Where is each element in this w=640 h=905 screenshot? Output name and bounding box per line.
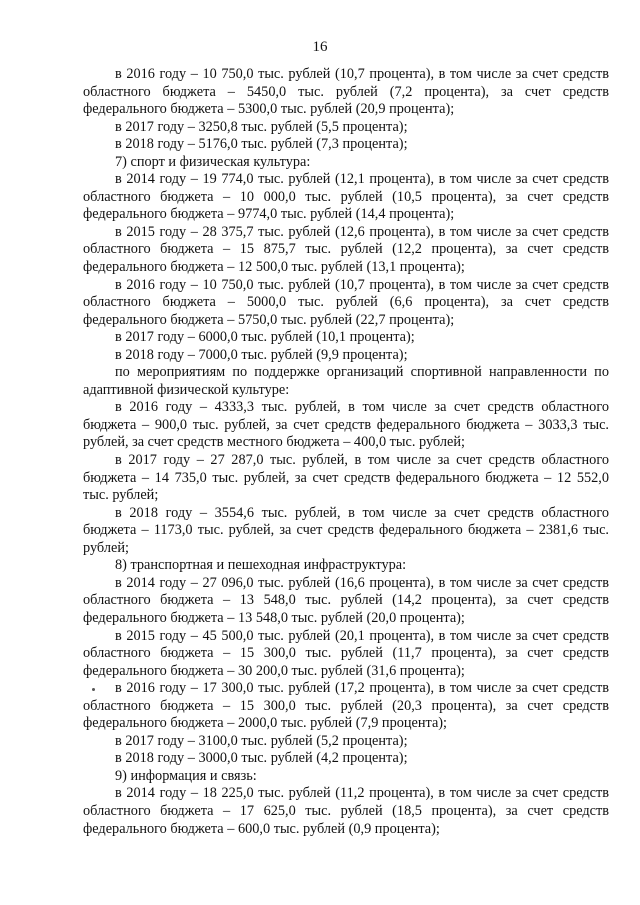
paragraph: в 2015 году – 28 375,7 тыс. рублей (12,6 процента), в том числе за счет средств областного бюджета – 15 875,7 тыс. рублей (12,2 процента), за счет средств федерального бюджета – 12 500,0 тыс. рублей (13,1 процента); (83, 223, 609, 276)
section-heading: 8) транспортная и пешеходная инфраструктура: (115, 557, 407, 574)
paragraph: в 2017 году – 3250,8 тыс. рублей (5,5 процента); (115, 118, 408, 135)
page-number: 16 (312, 39, 328, 55)
paragraph: в 2014 году – 27 096,0 тыс. рублей (16,6 процента), в том числе за счет средств областного бюджета – 13 548,0 тыс. рублей (14,2 процента), за счет средств федерального бюджета – 13 548,0 тыс. рублей (20,0 процента); (83, 574, 609, 626)
paragraph: в 2016 году – 10 750,0 тыс. рублей (10,7 процента), в том числе за счет средств областного бюджета – 5450,0 тыс. рублей (7,2 процента), за счет средств федерального бюджета – 5300,0 тыс. рублей (20,9 процента); (83, 66, 609, 118)
paragraph: в 2018 году – 5176,0 тыс. рублей (7,3 процента); (115, 136, 408, 153)
paragraph: в 2018 году – 3000,0 тыс. рублей (4,2 процента); (115, 750, 408, 767)
section-heading: 9) информация и связь: (115, 767, 257, 784)
document-body (83, 66, 609, 838)
paragraph: в 2015 году – 45 500,0 тыс. рублей (20,1 процента), в том числе за счет средств областного бюджета – 15 300,0 тыс. рублей (11,7 процента), за счет средств федерального бюджета – 30 200,0 тыс. рублей (31,6 процента); (83, 627, 609, 679)
paragraph: в 2017 году – 6000,0 тыс. рублей (10,1 процента); (115, 329, 415, 346)
paragraph: в 2014 году – 19 774,0 тыс. рублей (12,1 процента), в том числе за счет средств областного бюджета – 10 000,0 тыс. рублей (10,5 процента), за счет средств федерального бюджета – 9774,0 тыс. рублей (14,4 процента); (83, 171, 609, 223)
paragraph: в 2018 году – 7000,0 тыс. рублей (9,9 процента); (115, 346, 408, 363)
paragraph: в 2018 году – 3554,6 тыс. рублей, в том числе за счет средств областного бюджета – 1173,0 тыс. рублей, за счет средств федерального бюджета – 2381,6 тыс. рублей; (83, 504, 609, 556)
scan-speck (92, 688, 95, 691)
paragraph: в 2014 году – 18 225,0 тыс. рублей (11,2 процента), в том числе за счет средств областного бюджета – 17 625,0 тыс. рублей (18,5 процента), за счет средств федерального бюджета – 600,0 тыс. рублей (0,9 процента); (83, 785, 609, 837)
subsection-heading: по мероприятиям по поддержке организаций спортивной направленности по адаптивной физической культуре: (83, 364, 609, 398)
paragraph: в 2016 году – 4333,3 тыс. рублей, в том числе за счет средств областного бюджета – 900,0 тыс. рублей, за счет средств федерального бюджета – 3033,3 тыс. рублей, за счет средств местного бюджета – 400,0 тыс. рублей; (83, 399, 609, 451)
paragraph: в 2017 году – 3100,0 тыс. рублей (5,2 процента); (115, 732, 408, 749)
paragraph: в 2017 году – 27 287,0 тыс. рублей, в том числе за счет средств областного бюджета – 14 735,0 тыс. рублей, за счет средств федерального бюджета – 12 552,0 тыс. рублей; (83, 452, 609, 504)
paragraph: в 2016 году – 17 300,0 тыс. рублей (17,2 процента), в том числе за счет средств областного бюджета – 15 300,0 тыс. рублей (20,3 процента), за счет средств федерального бюджета – 2000,0 тыс. рублей (7,9 процента); (83, 680, 609, 732)
section-heading: 7) спорт и физическая культура: (115, 153, 311, 170)
paragraph: в 2016 году – 10 750,0 тыс. рублей (10,7 процента), в том числе за счет средств областного бюджета – 5000,0 тыс. рублей (6,6 процента), за счет средств федерального бюджета – 5750,0 тыс. рублей (22,7 процента); (83, 276, 609, 328)
